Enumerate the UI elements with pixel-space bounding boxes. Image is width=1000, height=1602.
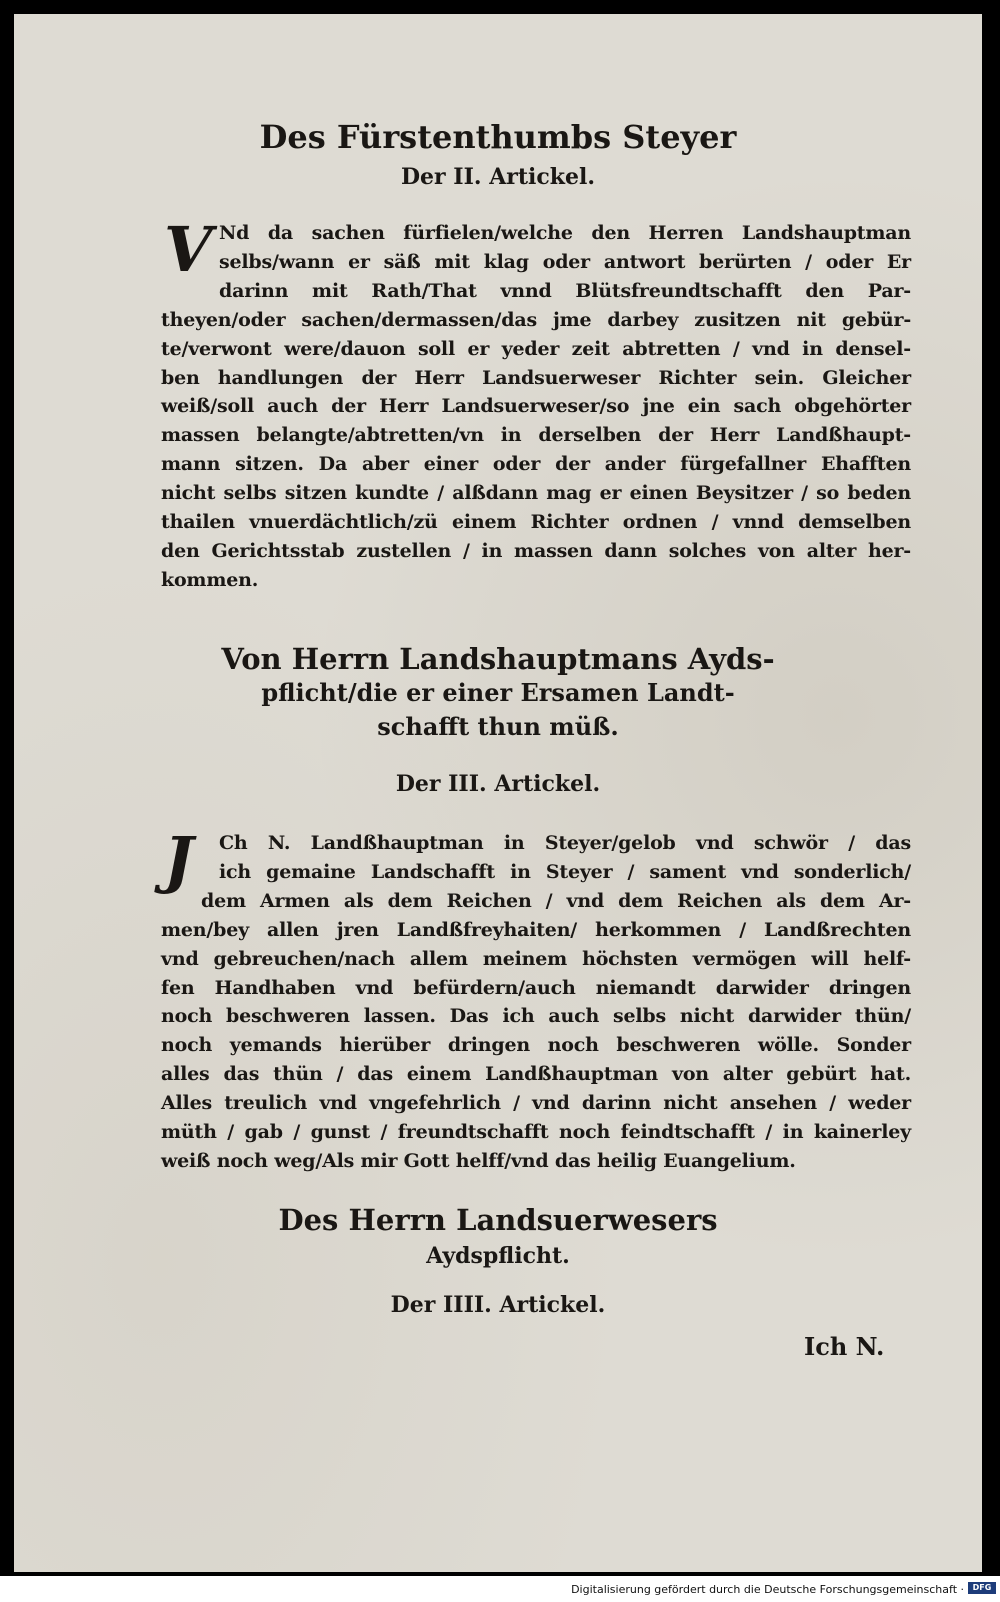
article-2-paragraph <box>161 213 911 595</box>
section-heading-aydspflicht <box>14 642 982 744</box>
text-line: Nd da sachen fürfielen/welche den Herren Landshauptman <box>219 222 911 244</box>
text-line: massen belangte/abtretten/vn in derselben der Herr Landßhaupt- <box>161 424 911 447</box>
text-line: Alles treulich vnd vngefehrlich / vnd darinn nicht ansehen / weder <box>161 1092 911 1115</box>
text-line: nicht selbs sitzen kundte / alßdann mag er einen Beysitzer / so beden <box>161 482 911 505</box>
article-3-heading: Der III. Artickel. <box>395 771 601 797</box>
text-line: noch beschweren lassen. Das ich auch selbs nicht darwider thün/ <box>161 1005 911 1028</box>
dfg-logo: DFG <box>968 1582 996 1594</box>
article-2-heading: Der II. Artickel. <box>400 164 596 190</box>
catchword: Ich N. <box>804 1332 885 1361</box>
text-line: ich gemaine Landschafft in Steyer / sament vnd sonderlich/ <box>219 860 911 883</box>
text-line: noch yemands hierüber dringen noch beschweren wölle. Sonder <box>161 1034 911 1057</box>
text-line: darinn mit Rath/That vnnd Blütsfreundtschafft den Par- <box>219 279 911 302</box>
dropcap-initial-v: V <box>164 213 213 286</box>
text-line: ben handlungen der Herr Landsuerweser Richter sein. Gleicher <box>161 366 911 389</box>
heading-line: schafft thun müß. <box>377 712 619 741</box>
text-line: te/verwont were/dauon soll er yeder zeit abtretten / vnd in densel- <box>161 337 911 360</box>
text-line: theyen/oder sachen/dermassen/das jme darbey zusitzen nit gebür- <box>161 308 911 331</box>
text-line: den Gerichtsstab zustellen / in massen dann solches von alter her- <box>161 539 911 562</box>
text-line: weiß/soll auch der Herr Landsuerweser/so jne ein sach obgehörter <box>161 395 911 418</box>
text-line: dem Armen als dem Reichen / vnd dem Reichen als dem Ar- <box>201 889 911 912</box>
text-line: Ch N. Landßhauptman in Steyer/gelob vnd schwör / das <box>219 832 911 854</box>
footer-credit <box>0 1576 1000 1602</box>
text-line: vnd gebreuchen/nach allem meinem höchsten vermögen will helf- <box>161 947 911 970</box>
text-line: weiß noch weg/Als mir Gott helff/vnd das heilig Euangelium. <box>161 1149 796 1172</box>
running-heading: Des Fürstenthumbs Steyer <box>259 118 737 156</box>
text-line: kommen. <box>161 568 259 591</box>
heading-line: Aydspflicht. <box>426 1243 570 1269</box>
text-line: thailen vnuerdächtlich/zü einem Richter ordnen / vnnd demselben <box>161 511 911 534</box>
book-page <box>14 14 982 1572</box>
heading-line: Von Herrn Landshauptmans Ayds- <box>221 642 775 676</box>
article-4-heading: Der IIII. Artickel. <box>390 1292 606 1318</box>
heading-line: Des Herrn Landsuerwesers <box>278 1203 718 1237</box>
text-line: fen Handhaben vnd befürdern/auch niemandt darwider dringen <box>161 976 911 999</box>
text-line: müth / gab / gunst / freundtschafft noch feindtschafft / in kainerley <box>161 1121 911 1144</box>
text-line: alles das thün / das einem Landßhauptman von alter gebürt hat. <box>161 1063 911 1086</box>
dropcap-initial-j: J <box>164 823 194 896</box>
heading-line: pflicht/die er einer Ersamen Landt- <box>261 678 735 707</box>
section-heading-landsuerweser <box>14 1202 982 1274</box>
text-line: selbs/wann er säß mit klag oder antwort berürten / oder Er <box>219 250 911 273</box>
footer-text: Digitalisierung gefördert durch die Deutsche Forschungsgemeinschaft · <box>571 1583 964 1596</box>
text-line: mann sitzen. Da aber einer oder der ander fürgefallner Ehafften <box>161 453 911 476</box>
article-3-paragraph <box>161 823 911 1176</box>
text-line: men/bey allen jren Landßfreyhaiten/ herkommen / Landßrechten <box>161 918 911 941</box>
